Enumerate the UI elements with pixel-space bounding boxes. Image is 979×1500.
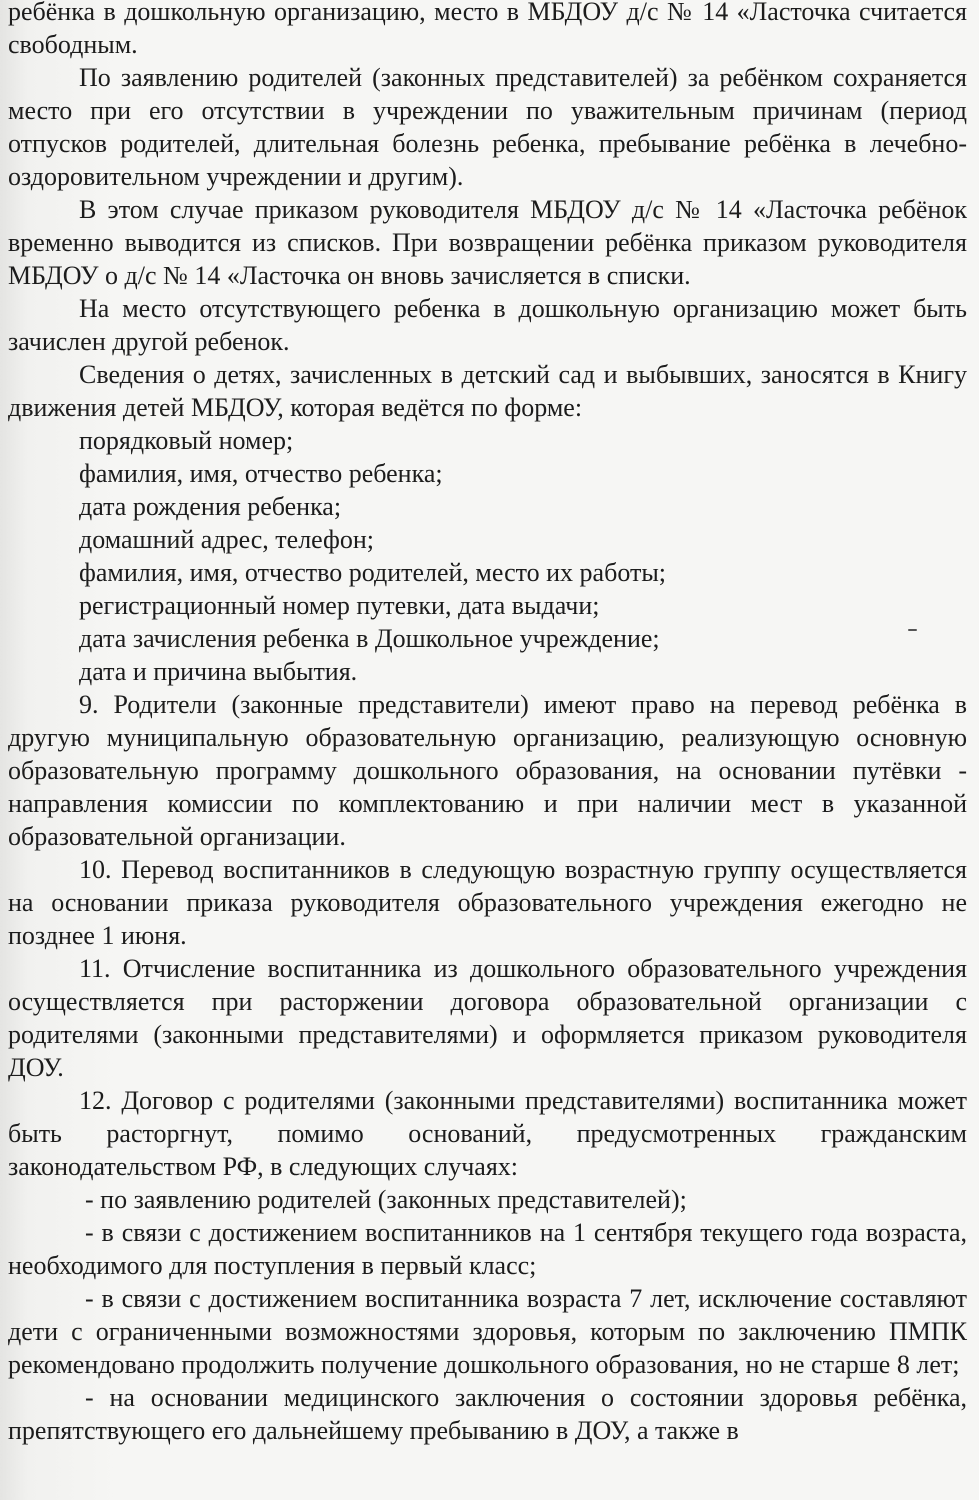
form-field-item: домашний адрес, телефон;: [79, 525, 375, 554]
form-field-item: дата зачисления ребенка в Дошкольное учреждение;: [79, 624, 660, 653]
scan-speck: [908, 629, 917, 631]
termination-case-item: - на основании медицинского заключения о состоянии здоровья ребёнка, препятствующего его дальнейшему пребыванию в ДОУ, а также в: [8, 1383, 967, 1445]
paragraph-order: В этом случае приказом руководителя МБДОУ д/с № 14 «Ласточка ребёнок временно выводится из списков. При возвращении ребёнка приказом руководителя МБДОУ о д/с № 14 «Ласточка он вновь зачисляется в списки.: [8, 195, 967, 290]
paragraph-vacancy: На место отсутствующего ребенка в дошкольную организацию может быть зачислен другой ребенок.: [8, 294, 967, 356]
form-field-item: фамилия, имя, отчество ребенка;: [79, 459, 443, 488]
termination-case-item: - в связи с достижением воспитанника возраста 7 лет, исключение составляют дети с ограниченными возможностями здоровья, которым по заключению ПМПК рекомендовано продолжить получение дошкольного образования, но не старше 8 лет;: [8, 1284, 967, 1379]
section-10-group-transfer: 10. Перевод воспитанников в следующую возрастную группу осуществляется на основании приказа руководителя образовательного учреждения ежегодно не позднее 1 июня.: [8, 855, 967, 950]
paragraph-absence: По заявлению родителей (законных представителей) за ребёнком сохраняется место при его отсутствии в учреждении по уважительным причинам (период отпусков родителей, длительная болезнь ребенка, пребывание ребёнка в лечебно-оздоровительном учреждении и другим).: [8, 63, 967, 191]
form-field-item: дата и причина выбытия.: [79, 657, 358, 686]
termination-case-item: - по заявлению родителей (законных представителей);: [85, 1185, 687, 1214]
form-field-item: регистрационный номер путевки, дата выдачи;: [79, 591, 600, 620]
form-field-item: порядковый номер;: [79, 426, 294, 455]
section-12-contract-termination: 12. Договор с родителями (законными представителями) воспитанника может быть расторгнут, помимо оснований, предусмотренных гражданским законодательством РФ, в следующих случаях:: [8, 1086, 967, 1181]
section-11-expulsion: 11. Отчисление воспитанника из дошкольного образовательного учреждения осуществляется при расторжении договора образовательной организации с родителями (законными представителями) и оформляется приказом руководителя ДОУ.: [8, 954, 967, 1082]
termination-case-item: - в связи с достижением воспитанников на 1 сентября текущего года возраста, необходимого для поступления в первый класс;: [8, 1218, 967, 1280]
form-field-item: фамилия, имя, отчество родителей, место их работы;: [79, 558, 667, 587]
paragraph-continuation: ребёнка в дошкольную организацию, место в МБДОУ д/с № 14 «Ласточка считается свободным.: [8, 0, 967, 59]
section-9-transfer: 9. Родители (законные представители) имеют право на перевод ребёнка в другую муниципальную образовательную организацию, реализующую основную образовательную программу дошкольного образования, на основании путёвки - направления комиссии по комплектованию и при наличии мест в указанной образовательной организации.: [8, 690, 967, 851]
paragraph-register: Сведения о детях, зачисленных в детский сад и выбывших, заносятся в Книгу движения детей МБДОУ, которая ведётся по форме:: [8, 360, 967, 422]
form-field-item: дата рождения ребенка;: [79, 492, 342, 521]
